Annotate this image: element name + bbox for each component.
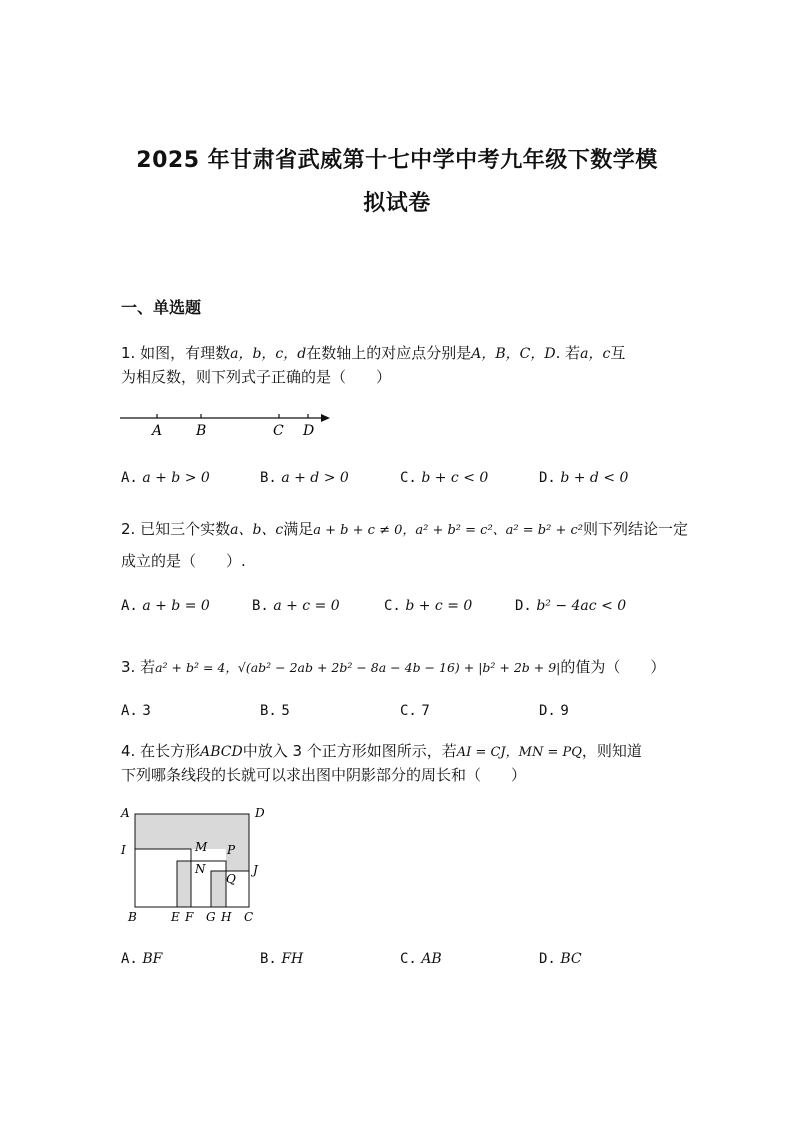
option-label: A.	[121, 951, 138, 967]
fig-label-F: F	[185, 910, 194, 924]
q3-option-d[interactable]	[539, 703, 569, 719]
fig-label-I: I	[121, 843, 126, 857]
shaded-strip-left	[177, 861, 191, 907]
option-label: B.	[260, 951, 277, 967]
option-expr: a + b > 0	[142, 470, 210, 486]
page-title-line2: 拟试卷	[363, 191, 431, 216]
page-title-line1: 2025 年甘肃省武威第十七中学中考九年级下数学模	[136, 148, 658, 173]
option-expr: b² − 4ac < 0	[536, 598, 627, 614]
option-label: C.	[384, 598, 401, 614]
option-label: D.	[539, 470, 556, 486]
option-expr: BF	[142, 951, 163, 967]
number-line-arrow	[321, 414, 330, 422]
option-expr: 7	[421, 703, 430, 719]
q2-option-d[interactable]	[515, 598, 626, 614]
axis-label-D: D	[303, 423, 315, 439]
fig-label-C: C	[244, 910, 254, 924]
q4-option-c[interactable]	[400, 951, 442, 967]
q2-condition: a + b + c ≠ 0，a² + b² = c²、a² = b² + c²	[313, 523, 583, 538]
q1-option-c[interactable]	[400, 470, 488, 486]
q1-text: . 若	[555, 344, 581, 362]
option-expr: 5	[281, 703, 290, 719]
q4-option-a[interactable]	[121, 951, 162, 967]
q3-condition: a² + b² = 4，√(ab² − 2ab + 2b² − 8a − 4b − 16) + |b² + 2b + 9|	[155, 660, 561, 675]
option-expr: FH	[281, 951, 304, 967]
option-label: D.	[515, 598, 532, 614]
option-label: B.	[260, 470, 277, 486]
q4-option-b[interactable]	[260, 951, 303, 967]
option-expr: AB	[421, 951, 442, 967]
q2-option-c[interactable]	[384, 598, 472, 614]
fig-label-E: E	[171, 910, 180, 924]
option-expr: BC	[560, 951, 582, 967]
number-line-figure	[118, 408, 338, 442]
option-expr: a + c = 0	[273, 598, 340, 614]
q1-option-a[interactable]	[121, 470, 210, 486]
q3-option-b[interactable]	[260, 703, 290, 719]
option-label: A.	[121, 703, 138, 719]
question-2-line2: 成立的是（ ）.	[121, 552, 246, 570]
option-label: B.	[252, 598, 269, 614]
q1-option-b[interactable]	[260, 470, 349, 486]
fig-label-A: A	[121, 806, 130, 820]
q2-vars: a、b、c	[230, 522, 284, 538]
question-4-line1	[121, 740, 642, 764]
option-expr: a + d > 0	[281, 470, 349, 486]
section-heading: 一、单选题	[121, 298, 202, 317]
fig-label-B: B	[128, 910, 137, 924]
option-expr: b + c < 0	[421, 470, 489, 486]
question-4-line2: 下列哪条线段的长就可以求出图中阴影部分的周长和（ ）	[121, 766, 527, 784]
option-expr: 3	[142, 703, 151, 719]
q2-option-b[interactable]	[252, 598, 340, 614]
fig-label-J: J	[253, 863, 258, 877]
q3-text: 3. 若	[121, 658, 156, 676]
option-expr: 9	[560, 703, 569, 719]
q4-rect: ABCD	[200, 744, 243, 760]
option-label: C.	[400, 951, 417, 967]
fig-label-M: M	[195, 840, 208, 854]
fig-label-P: P	[227, 843, 236, 857]
shaded-strip-right	[211, 871, 226, 907]
fig-label-G: G	[206, 910, 216, 924]
option-label: A.	[121, 470, 138, 486]
fig-label-Q: Q	[226, 872, 236, 886]
q1-pair: a，c	[580, 346, 611, 362]
fig-label-H: H	[221, 910, 232, 924]
fig-label-N: N	[195, 862, 206, 876]
q2-text: 2. 已知三个实数	[121, 520, 231, 538]
option-label: C.	[400, 703, 417, 719]
q2-text: 则下列结论一定	[582, 520, 688, 538]
axis-label-A: A	[152, 423, 163, 439]
option-label: C.	[400, 470, 417, 486]
question-3-line1	[121, 656, 665, 679]
q1-text: 1. 如图，有理数	[121, 344, 231, 362]
q4-text: 中放入 3 个正方形如图所示，若	[242, 742, 457, 760]
q4-option-d[interactable]	[539, 951, 582, 967]
question-1-line2: 为相反数，则下列式子正确的是（ ）	[121, 368, 392, 386]
q4-condition: AI = CJ，MN = PQ	[456, 745, 582, 760]
q3-option-c[interactable]	[400, 703, 430, 719]
q3-text: 的值为（ ）	[560, 658, 666, 676]
q4-text: 4. 在长方形	[121, 742, 201, 760]
option-label: D.	[539, 951, 556, 967]
question-2-line1	[121, 518, 688, 542]
option-expr: a + b = 0	[142, 598, 210, 614]
q2-option-a[interactable]	[121, 598, 210, 614]
option-label: B.	[260, 703, 277, 719]
q4-text: ，则知道	[581, 742, 642, 760]
question-1-line1	[121, 342, 625, 365]
q1-text: 互	[610, 344, 626, 362]
q2-text: 满足	[283, 520, 314, 538]
axis-label-B: B	[196, 423, 207, 439]
option-label: A.	[121, 598, 138, 614]
q1-points: A，B，C，D	[471, 346, 556, 362]
rectangle-squares-figure	[115, 803, 275, 928]
fig-label-D: D	[255, 806, 265, 820]
option-label: D.	[539, 703, 556, 719]
q3-option-a[interactable]	[121, 703, 151, 719]
q1-text: 在数轴上的对应点分别是	[306, 344, 472, 362]
option-expr: b + d < 0	[560, 470, 629, 486]
option-expr: b + c = 0	[405, 598, 473, 614]
q1-option-d[interactable]	[539, 470, 628, 486]
q1-vars: a，b，c，d	[230, 346, 307, 362]
axis-label-C: C	[273, 423, 284, 439]
